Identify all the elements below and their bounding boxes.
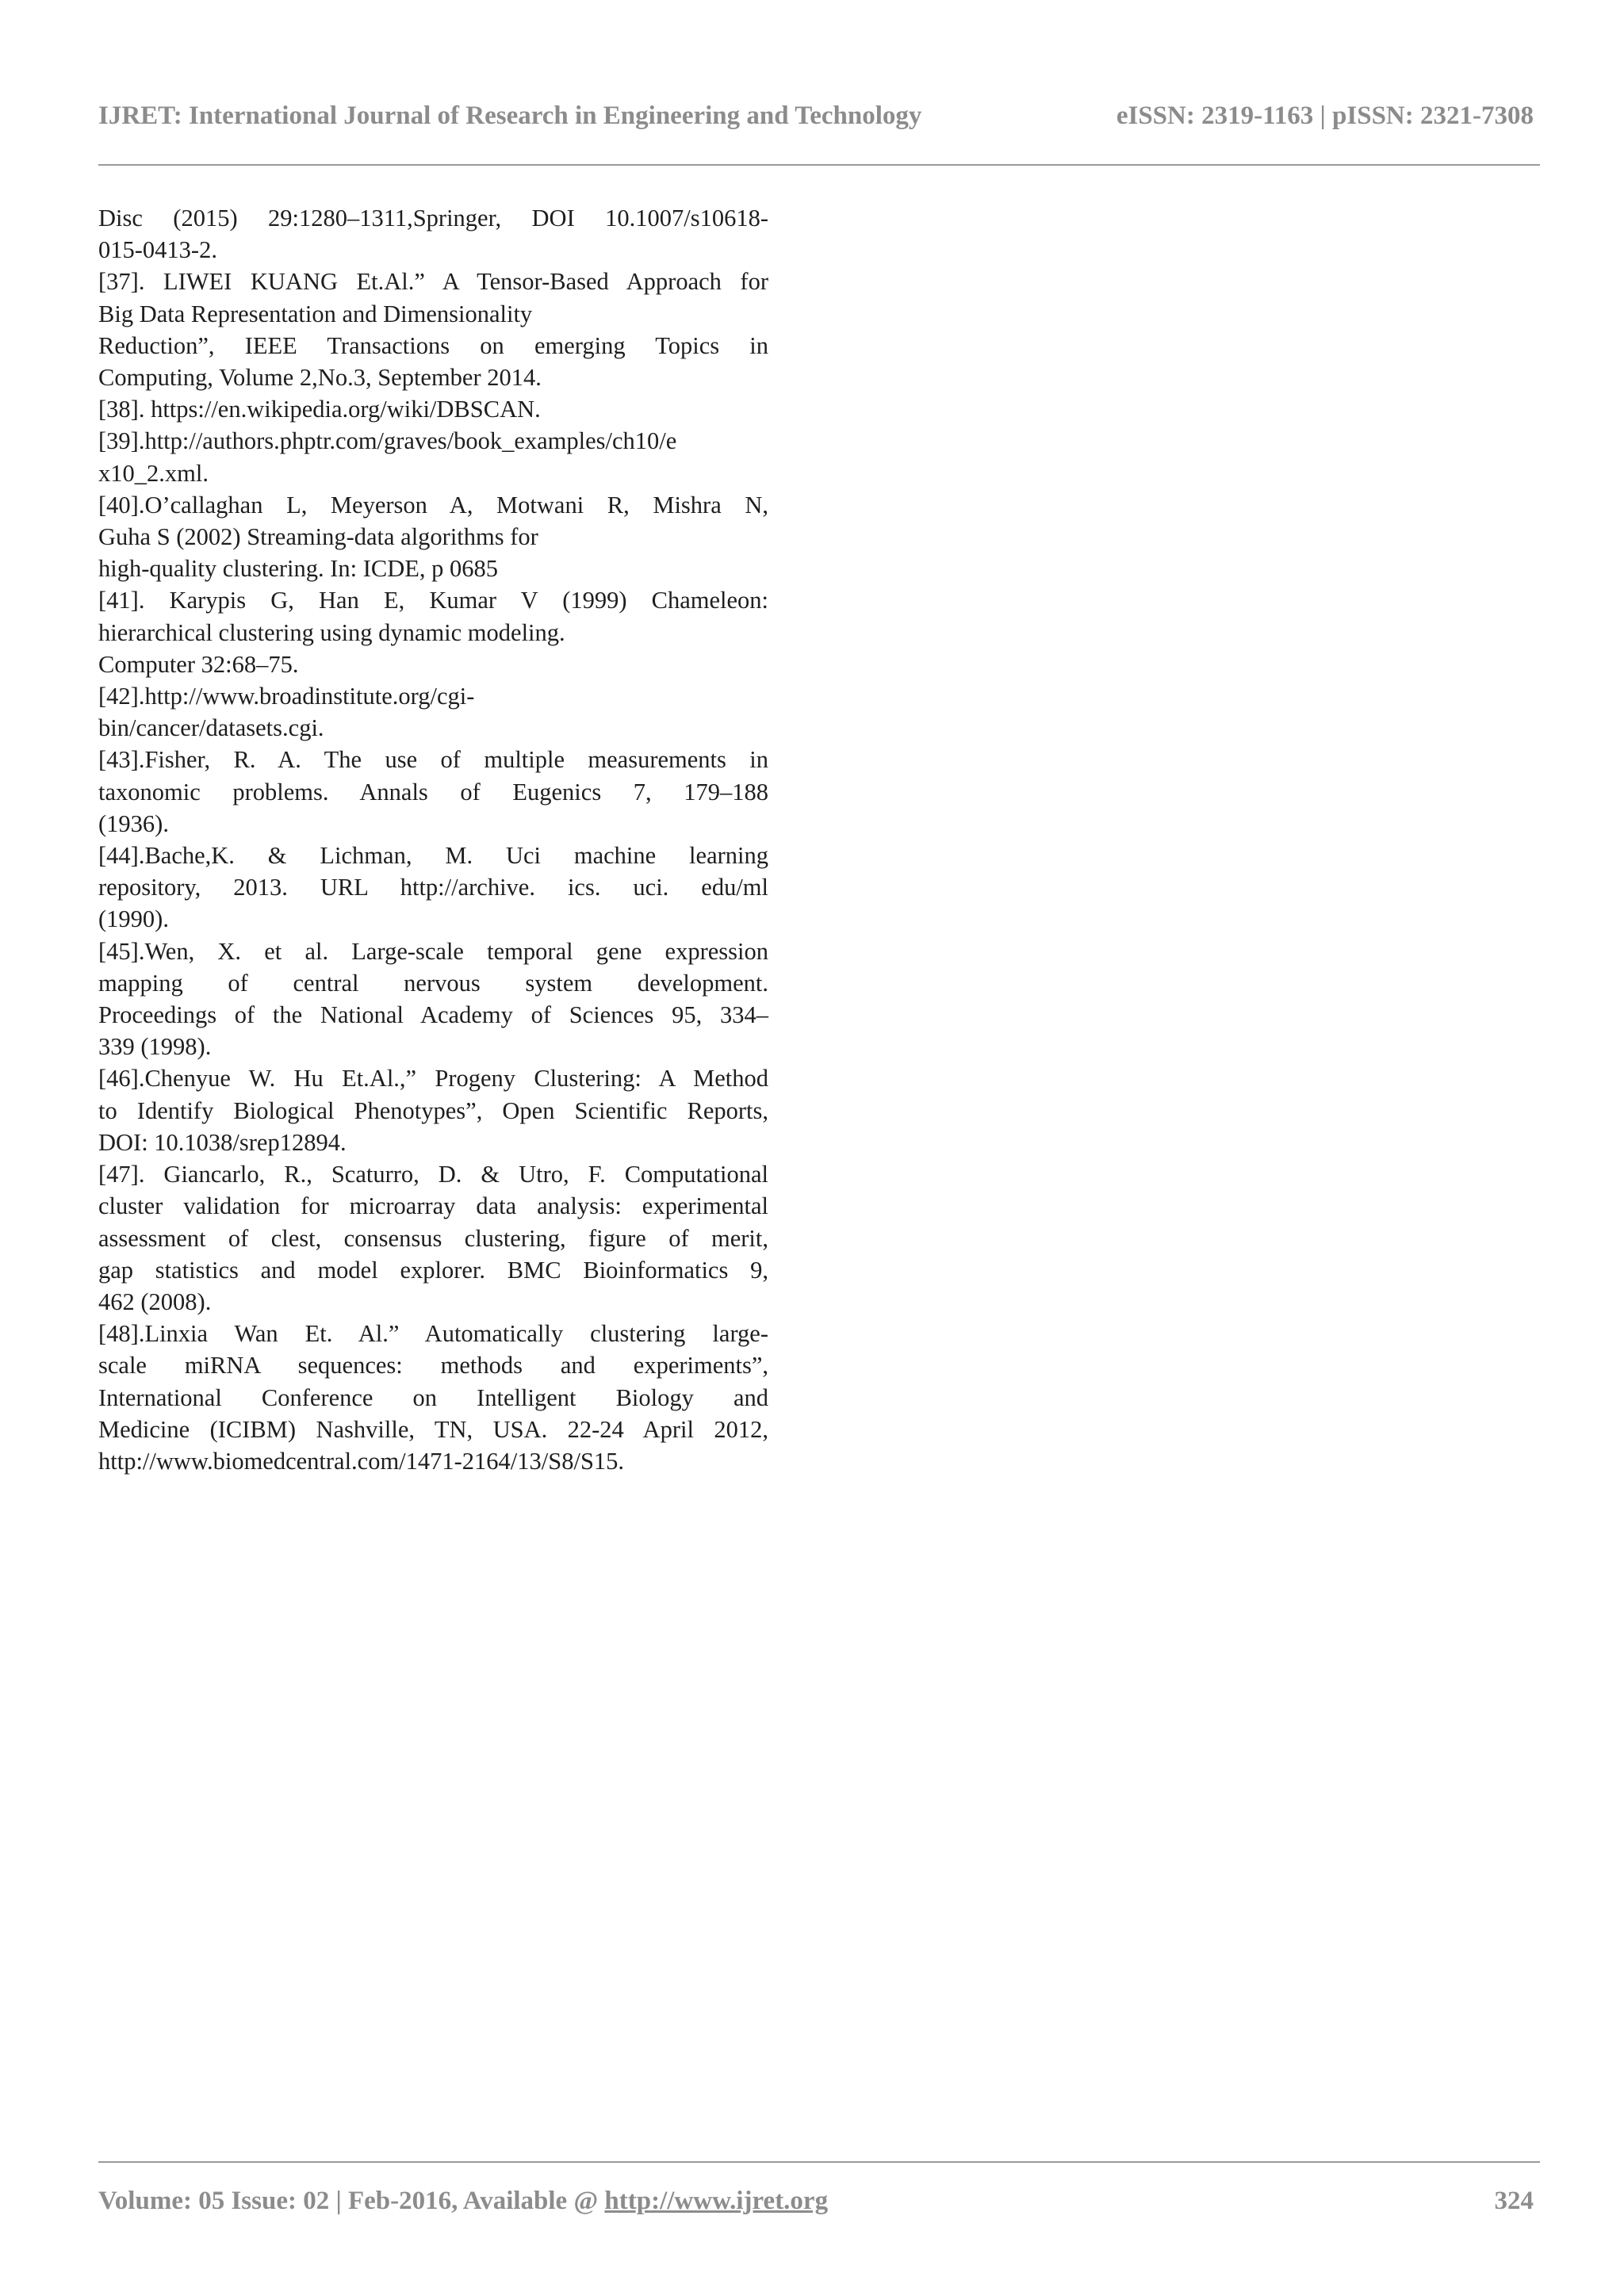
journal-title: IJRET: International Journal of Research in Engineering and Technology — [98, 101, 922, 130]
reference-line: cluster validation for microarray data analysis: experimental — [98, 1192, 768, 1220]
reference-line: [45].Wen, X. et al. Large-scale temporal gene expression — [98, 937, 768, 965]
reference-line: Proceedings of the National Academy of Sciences 95, 334– — [98, 1001, 768, 1029]
reference-line: mapping of central nervous system development. — [98, 969, 768, 997]
reference-line: 339 (1998). — [98, 1033, 212, 1061]
reference-entry — [98, 680, 768, 744]
reference-line: [40].O’callaghan L, Meyerson A, Motwani R, Mishra N, — [98, 491, 768, 519]
reference-line: taxonomic problems. Annals of Eugenics 7, 179–188 — [98, 778, 768, 806]
reference-line: (1990). — [98, 905, 169, 933]
journal-link[interactable]: http://www.ijret.org — [604, 2187, 829, 2215]
reference-list — [98, 202, 768, 1477]
reference-line: Medicine (ICIBM) Nashville, TN, USA. 22-24 April 2012, — [98, 1415, 768, 1443]
reference-entry — [98, 393, 768, 425]
reference-line: Big Data Representation and Dimensionality — [98, 300, 533, 327]
reference-line: [43].Fisher, R. A. The use of multiple measurements in — [98, 746, 768, 774]
reference-line: [38]. https://en.wikipedia.org/wiki/DBSCAN. — [98, 396, 541, 423]
reference-line: [42].http://www.broadinstitute.org/cgi- — [98, 683, 475, 710]
reference-line: [48].Linxia Wan Et. Al.” Automatically clustering large- — [98, 1320, 768, 1348]
header-divider — [98, 164, 1540, 166]
reference-line: [46].Chenyue W. Hu Et.Al.,” Progeny Clustering: A Method — [98, 1065, 768, 1093]
reference-line: 462 (2008). — [98, 1288, 212, 1315]
reference-entry — [98, 1158, 768, 1318]
page-footer — [98, 2179, 1534, 2226]
reference-line: scale miRNA sequences: methods and experiments”, — [98, 1352, 768, 1380]
reference-entry — [98, 425, 768, 488]
footer-divider — [98, 2161, 1540, 2163]
reference-entry — [98, 936, 768, 1063]
volume-info — [98, 2187, 828, 2216]
reference-entry — [98, 1062, 768, 1158]
reference-line: 015-0413-2. — [98, 236, 217, 264]
reference-line: high-quality clustering. In: ICDE, p 0685 — [98, 555, 499, 583]
reference-line: Computing, Volume 2,No.3, September 2014. — [98, 364, 542, 392]
reference-line: International Conference on Intelligent Biology and — [98, 1383, 768, 1411]
reference-entry — [98, 266, 768, 393]
reference-line: [37]. LIWEI KUANG Et.Al.” A Tensor-Based Approach for — [98, 268, 768, 296]
reference-entry — [98, 1318, 768, 1477]
reference-line: [39].http://authors.phptr.com/graves/book_examples/ch10/e — [98, 427, 677, 455]
issn-info: eISSN: 2319-1163 | pISSN: 2321-7308 — [1116, 101, 1534, 130]
reference-line: Guha S (2002) Streaming-data algorithms for — [98, 523, 538, 551]
reference-line: (1936). — [98, 809, 169, 837]
reference-line: to Identify Biological Phenotypes”, Open Scientific Reports, — [98, 1096, 768, 1124]
reference-line: Disc (2015) 29:1280–1311,Springer, DOI 10.1007/s10618- — [98, 205, 768, 232]
reference-line: [41]. Karypis G, Han E, Kumar V (1999) Chameleon: — [98, 587, 768, 614]
page-header — [98, 94, 1534, 141]
reference-line: [44].Bache,K. & Lichman, M. Uci machine learning — [98, 842, 768, 870]
reference-line: http://www.biomedcentral.com/1471-2164/13/S8/S15. — [98, 1447, 625, 1475]
volume-text: Volume: 05 Issue: 02 | Feb-2016, Available @ — [98, 2187, 605, 2215]
reference-line: [47]. Giancarlo, R., Scaturro, D. & Utro, F. Computational — [98, 1161, 768, 1188]
reference-entry — [98, 584, 768, 680]
reference-line: gap statistics and model explorer. BMC Bioinformatics 9, — [98, 1256, 768, 1284]
reference-entry — [98, 202, 768, 266]
reference-entry — [98, 489, 768, 585]
reference-line: hierarchical clustering using dynamic modeling. — [98, 618, 565, 646]
reference-line: assessment of clest, consensus clustering, figure of merit, — [98, 1224, 768, 1252]
reference-line: x10_2.xml. — [98, 459, 209, 487]
reference-entry — [98, 744, 768, 840]
reference-line: repository, 2013. URL http://archive. ics. uci. edu/ml — [98, 874, 768, 901]
reference-line: bin/cancer/datasets.cgi. — [98, 714, 324, 742]
reference-line: DOI: 10.1038/srep12894. — [98, 1128, 347, 1156]
reference-line: Computer 32:68–75. — [98, 650, 299, 678]
reference-line: Reduction”, IEEE Transactions on emerging Topics in — [98, 331, 768, 359]
page-number: 324 — [1494, 2187, 1534, 2215]
reference-entry — [98, 840, 768, 936]
